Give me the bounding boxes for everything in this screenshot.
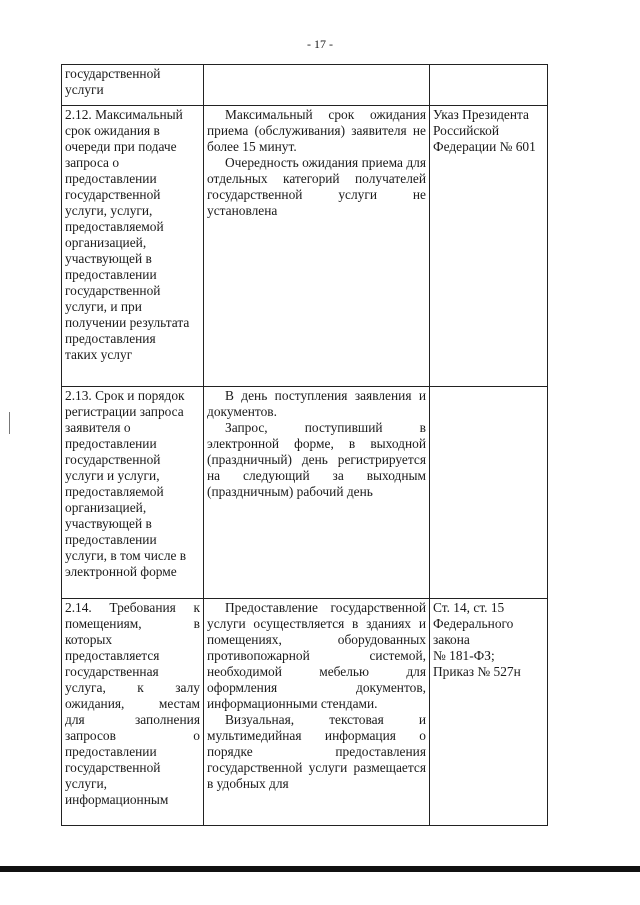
cell-line: Российской (433, 123, 499, 138)
content-cell (204, 65, 430, 106)
cell-line: Федерального закона (433, 616, 514, 647)
cell-line: срок ожидания в (65, 123, 160, 138)
cell-line: предоставляемой (65, 219, 164, 234)
cell-line: предоставлении (65, 267, 157, 282)
cell-line: Федерации № 601 (433, 139, 536, 154)
scan-edge-bar (0, 866, 640, 872)
legal-basis-cell (430, 599, 548, 826)
cell-line: услуги, (65, 776, 108, 791)
cell-line: услуги, и при (65, 299, 142, 314)
cell-line: регистрации запроса (65, 404, 184, 419)
content-cell (204, 106, 430, 387)
cell-line: государственной (65, 760, 161, 775)
table-row (62, 65, 548, 106)
cell-line: Приказ № 527н (433, 664, 521, 679)
cell-line: Указ Президента (433, 107, 529, 122)
cell-line: информационным (65, 792, 169, 807)
cell-line: услуги, в том числе в (65, 548, 187, 563)
table-row (62, 106, 548, 387)
cell-line: получении результата (65, 315, 190, 330)
cell-line: услуги и услуги, (65, 468, 160, 483)
cell-line: организацией, (65, 235, 147, 250)
paragraph: Максимальный срок ожидания приема (обслуживания) заявителя не более 15 минут. (207, 107, 426, 154)
cell-line: государственной (65, 187, 161, 202)
content-cell (204, 387, 430, 599)
cell-line: предоставлении (65, 532, 157, 547)
cell-line: 2.13. Срок и порядок (65, 388, 185, 403)
cell-line: участвующей в (65, 251, 152, 266)
cell-line: 2.14. Требования к (65, 600, 200, 615)
section-title-cell (62, 599, 204, 826)
cell-line: запроса о (65, 155, 120, 170)
cell-line: предоставлении (65, 436, 157, 451)
cell-line: Ст. 14, ст. 15 (433, 600, 505, 615)
cell-line: услуга, к залу (65, 680, 200, 695)
cell-line: № 181-ФЗ; (433, 648, 495, 663)
table-row (62, 599, 548, 826)
legal-basis-cell (430, 106, 548, 387)
content-cell (204, 599, 430, 826)
section-title-cell (62, 65, 204, 106)
cell-line: очереди при подаче (65, 139, 177, 154)
page-number: - 17 - (307, 37, 333, 51)
cell-line: организацией, (65, 500, 147, 515)
legal-basis-cell (430, 387, 548, 599)
table-row (62, 387, 548, 599)
cell-line: ожидания, местам (65, 696, 200, 711)
cell-line: для заполнения (65, 712, 200, 727)
scan-mark (9, 412, 10, 434)
cell-line: предоставлении (65, 171, 157, 186)
legal-basis-cell (430, 65, 548, 106)
cell-line: заявителя о (65, 420, 131, 435)
cell-line: 2.12. Максимальный (65, 107, 183, 122)
cell-line: предоставляется (65, 648, 160, 663)
paragraph: Предоставление государственной услуги осуществляется в зданиях и помещениях, оборудованных противопожарной системой, необходимой мебелью для оформления документов, информационными стендами. (207, 600, 426, 711)
cell-line: помещениям, в (65, 616, 200, 631)
regulation-table (61, 64, 548, 826)
cell-line: услуги, услуги, (65, 203, 153, 218)
cell-line: государственной (65, 283, 161, 298)
cell-line: таких услуг (65, 347, 133, 362)
paragraph: Визуальная, текстовая и мультимедийная информация о порядке предоставления государственной услуги размещается в удобных для (207, 712, 426, 791)
paragraph: Запрос, поступивший в электронной форме, в выходной (праздничный) день регистрируется на следующий за выходным (праздничным) рабочий день (207, 420, 426, 499)
cell-line: государственная (65, 664, 159, 679)
cell-line: предоставления (65, 331, 156, 346)
paragraph: Очередность ожидания приема для отдельных категорий получателей государственной услуги не установлена (207, 155, 426, 218)
cell-line: участвующей в (65, 516, 152, 531)
cell-line: которых (65, 632, 113, 647)
cell-line: государственной (65, 452, 161, 467)
section-title-cell (62, 387, 204, 599)
cell-line: предоставлении (65, 744, 157, 759)
paragraph: В день поступления заявления и документов. (207, 388, 426, 419)
cell-line: запросов о (65, 728, 200, 743)
cell-line: услуги (65, 82, 104, 97)
cell-line: электронной форме (65, 564, 177, 579)
cell-line: государственной (65, 66, 161, 81)
section-title-cell (62, 106, 204, 387)
cell-line: предоставляемой (65, 484, 164, 499)
